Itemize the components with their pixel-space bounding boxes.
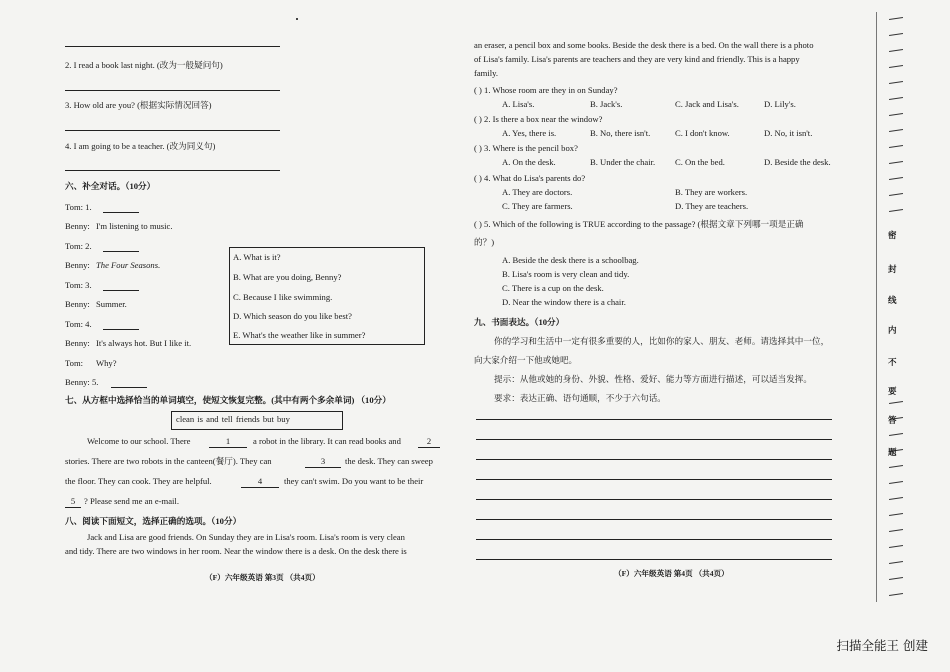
- question-1: ( ) 1. Whose room are they in on Sunday?: [474, 85, 618, 95]
- margin-stroke: [889, 81, 903, 84]
- passage-text: they can't swim. Do you want to be their: [284, 476, 424, 486]
- margin-stroke: [889, 177, 903, 180]
- margin-stroke: [889, 65, 903, 68]
- margin-stroke: [889, 33, 903, 36]
- option-item: C. Because I like swimming.: [233, 292, 333, 302]
- dialogue-speaker: Benny:: [65, 299, 90, 309]
- dialogue-speaker: Tom: 3.: [65, 280, 92, 290]
- passage-text: the desk. They can sweep: [345, 456, 433, 466]
- page-footer: （F）六年级英语 第3页 （共4页）: [205, 573, 320, 582]
- passage-text: stories. There are two robots in the canteen(餐厅). They can: [65, 456, 272, 466]
- dialogue-blank[interactable]: [103, 251, 139, 252]
- passage-text: and tidy. There are two windows in her room. Near the window there is a desk. On the desk there is: [65, 546, 407, 556]
- margin-stroke: [889, 113, 903, 116]
- rewrite-item: 4. I am going to be a teacher. (改为同义句): [65, 141, 216, 151]
- option-item: D. Which season do you like best?: [233, 311, 352, 321]
- dialogue-speaker: Benny: 5.: [65, 377, 99, 387]
- writing-line[interactable]: [476, 459, 832, 460]
- section-6-title: 六、补全对话。（10分）: [65, 181, 156, 191]
- passage-text: the floor. They can cook. They are helpful.: [65, 476, 212, 486]
- blank-5[interactable]: 5: [65, 496, 81, 508]
- passage-text: ? Please send me an e-mail.: [84, 496, 179, 506]
- dialogue-line: I'm listening to music.: [96, 221, 173, 231]
- margin-stroke: [889, 193, 903, 196]
- seal-warning-char: 题: [888, 448, 897, 458]
- option-item: E. What's the weather like in summer?: [233, 330, 366, 340]
- question-option: A. On the desk.: [502, 157, 556, 167]
- margin-stroke: [889, 97, 903, 100]
- question-option: A. Lisa's.: [502, 99, 535, 109]
- writing-line[interactable]: [476, 499, 832, 500]
- question-option: C. Jack and Lisa's.: [675, 99, 739, 109]
- page-footer: （F）六年级英语 第4页 （共4页）: [614, 569, 729, 578]
- margin-stroke: [889, 529, 903, 532]
- passage-text: an eraser, a pencil box and some books. Beside the desk there is a bed. On the wall there is a photo: [474, 40, 814, 50]
- question-option: B. Lisa's room is very clean and tidy.: [502, 269, 630, 279]
- writing-prompt: 向大家介绍一下他或她吧。: [474, 355, 578, 365]
- question-option: B. Jack's.: [590, 99, 623, 109]
- question-option: D. They are teachers.: [675, 201, 749, 211]
- writing-hint: 提示：从他或她的身份、外貌、性格、爱好、能力等方面进行描述，可以适当发挥。: [494, 374, 812, 384]
- margin-stroke: [889, 161, 903, 164]
- seal-warning-char: 封: [888, 265, 897, 275]
- writing-line[interactable]: [476, 539, 832, 540]
- seal-warning-char: 线: [888, 296, 897, 306]
- dialogue-line: Why?: [96, 358, 117, 368]
- dialogue-blank[interactable]: [103, 290, 139, 291]
- dialogue-speaker: Tom: 4.: [65, 319, 92, 329]
- dialogue-blank[interactable]: [111, 387, 147, 388]
- seal-warning-char: 要: [888, 387, 897, 397]
- dialogue-line: The Four Seasons.: [96, 260, 161, 270]
- margin-stroke: [889, 145, 903, 148]
- dialogue-speaker: Tom: 1.: [65, 202, 92, 212]
- seal-line-margin: [876, 12, 915, 602]
- answer-line: [65, 90, 280, 91]
- question-option: C. I don't know.: [675, 128, 730, 138]
- dialogue-line: Summer.: [96, 299, 127, 309]
- question-option: B. No, there isn't.: [590, 128, 651, 138]
- answer-line: [65, 170, 280, 171]
- rewrite-item: 2. I read a book last night. (改为一般疑问句): [65, 60, 223, 70]
- passage-text: a robot in the library. It can read books and: [253, 436, 401, 446]
- answer-line: [65, 46, 280, 47]
- margin-stroke: [889, 593, 903, 596]
- margin-stroke: [889, 497, 903, 500]
- section-7-title: 七、从方框中选择恰当的单词填空，使短文恢复完整。(其中有两个多余单词) （10分）: [65, 395, 391, 405]
- dialogue-line: It's always hot. But I like it.: [96, 338, 192, 348]
- question-option: A. Yes, there is.: [502, 128, 557, 138]
- passage-text: of Lisa's family. Lisa's parents are teachers and they are very kind and friendly. This is a happy: [474, 54, 800, 64]
- option-item: A. What is it?: [233, 252, 281, 262]
- dialogue-speaker: Tom:: [65, 358, 84, 368]
- question-4: ( ) 4. What do Lisa's parents do?: [474, 173, 586, 183]
- question-option: C. There is a cup on the desk.: [502, 283, 604, 293]
- scan-speck: [296, 18, 298, 20]
- question-option: D. No, it isn't.: [764, 128, 813, 138]
- passage-text: family.: [474, 68, 499, 78]
- option-item: B. What are you doing, Benny?: [233, 272, 342, 282]
- dialogue-blank[interactable]: [103, 212, 139, 213]
- seal-warning-char: 密: [888, 231, 897, 241]
- scanner-watermark: 扫描全能王 创建: [836, 638, 928, 653]
- dialogue-speaker: Benny:: [65, 338, 90, 348]
- margin-stroke: [889, 513, 903, 516]
- margin-stroke: [889, 209, 903, 212]
- dialogue-speaker: Benny:: [65, 260, 90, 270]
- question-option: D. Beside the desk.: [764, 157, 831, 167]
- question-option: C. On the bed.: [675, 157, 725, 167]
- blank-1[interactable]: 1: [209, 436, 247, 448]
- answer-line: [65, 130, 280, 131]
- margin-stroke: [889, 545, 903, 548]
- blank-4[interactable]: 4: [241, 476, 279, 488]
- margin-stroke: [889, 49, 903, 52]
- margin-stroke: [889, 17, 903, 20]
- question-option: D. Lily's.: [764, 99, 796, 109]
- margin-stroke: [889, 561, 903, 564]
- writing-prompt: 你的学习和生活中一定有很多重要的人，比如你的家人、朋友、老师。请选择其中一位，: [494, 336, 830, 346]
- margin-stroke: [889, 433, 903, 436]
- passage-text: Welcome to our school. There: [87, 436, 191, 446]
- writing-line[interactable]: [476, 559, 832, 560]
- seal-warning-char: 不: [888, 358, 897, 368]
- question-option: B. Under the chair.: [590, 157, 656, 167]
- dialogue-speaker: Benny:: [65, 221, 90, 231]
- writing-requirement: 要求：表达正确、语句通顺，不少于六句话。: [494, 393, 666, 403]
- dialogue-speaker: Tom: 2.: [65, 241, 92, 251]
- rewrite-item: 3. How old are you? (根据实际情况回答): [65, 100, 212, 110]
- question-5-cont: 的？): [474, 237, 495, 247]
- blank-2[interactable]: 2: [418, 436, 440, 448]
- margin-stroke: [889, 577, 903, 580]
- question-option: A. Beside the desk there is a schoolbag.: [502, 255, 639, 265]
- seal-warning-char: 答: [888, 416, 897, 426]
- writing-line[interactable]: [476, 519, 832, 520]
- margin-stroke: [889, 465, 903, 468]
- passage-text: Jack and Lisa are good friends. On Sunday they are in Lisa's room. Lisa's room is very clean: [87, 532, 405, 542]
- writing-line[interactable]: [476, 439, 832, 440]
- blank-3[interactable]: 3: [305, 456, 341, 468]
- writing-line[interactable]: [476, 479, 832, 480]
- question-option: B. They are workers.: [675, 187, 748, 197]
- margin-stroke: [889, 401, 903, 404]
- seal-warning-char: 内: [888, 326, 897, 336]
- margin-stroke: [889, 481, 903, 484]
- section-8-title: 八、阅读下面短文，选择正确的选项。（10分）: [65, 516, 242, 526]
- question-2: ( ) 2. Is there a box near the window?: [474, 114, 603, 124]
- question-3: ( ) 3. Where is the pencil box?: [474, 143, 578, 153]
- question-5: ( ) 5. Which of the following is TRUE according to the passage? (根据文章下列哪一项是正确: [474, 219, 804, 229]
- word-list: clean is and tell friends but buy: [176, 414, 290, 424]
- question-option: D. Near the window there is a chair.: [502, 297, 626, 307]
- dialogue-blank[interactable]: [103, 329, 139, 330]
- writing-line[interactable]: [476, 419, 832, 420]
- question-option: C. They are farmers.: [502, 201, 573, 211]
- section-9-title: 九、书面表达。（10分）: [474, 317, 565, 327]
- margin-stroke: [889, 129, 903, 132]
- question-option: A. They are doctors.: [502, 187, 573, 197]
